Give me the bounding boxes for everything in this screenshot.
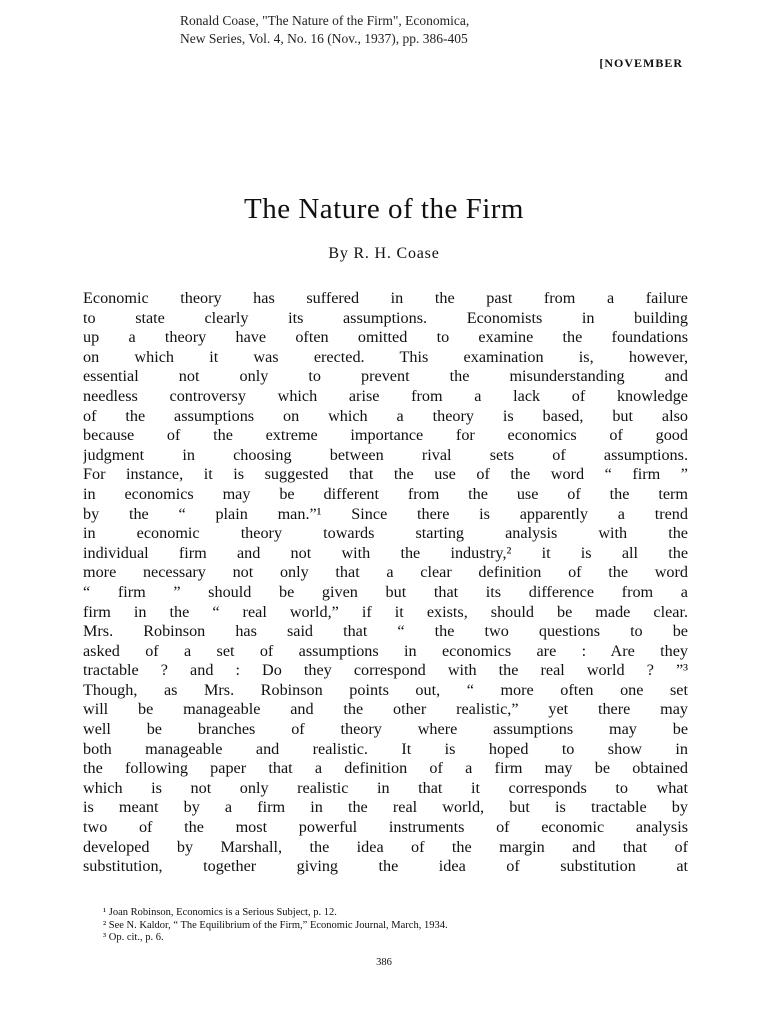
page-number: 386 [376, 957, 392, 968]
body-line: substitution, together giving the idea of substitution at [83, 857, 688, 876]
body-line: in economics may be different from the use of the term [83, 484, 688, 503]
body-line: on which it was erected. This examination is, however, [83, 347, 688, 366]
footnote-3: ³ Op. cit., p. 6. [103, 932, 164, 944]
body-line: Though, as Mrs. Robinson points out, “ more often one set [83, 680, 688, 699]
body-line: the following paper that a definition of a firm may be obtained [83, 759, 688, 778]
body-line: “ firm ” should be given but that its difference from a [83, 582, 688, 601]
footnote-2: ² See N. Kaldor, “ The Equilibrium of the Firm,” Economic Journal, March, 1934. [103, 919, 448, 931]
footnote-1: ¹ Joan Robinson, Economics is a Serious Subject, p. 12. [103, 907, 337, 918]
body-line: firm in the “ real world,” if it exists, should be made clear. [83, 602, 688, 621]
citation-line-1: Ronald Coase, "The Nature of the Firm", Economica, [180, 13, 470, 28]
body-line: more necessary not only that a clear definition of the word [83, 563, 688, 582]
citation-header [180, 12, 469, 48]
body-line: judgment in choosing between rival sets of assumptions. [83, 445, 688, 464]
body-line: two of the most powerful instruments of economic analysis [83, 818, 688, 837]
body-line: essential not only to prevent the misunderstanding and [83, 367, 688, 386]
body-line: well be branches of theory where assumptions may be [83, 720, 688, 739]
body-line: will be manageable and the other realistic,” yet there may [83, 700, 688, 719]
body-line: developed by Marshall, the idea of the margin and that of [83, 837, 688, 856]
body-line: in economic theory towards starting analysis with the [83, 524, 688, 543]
body-line: Economic theory has suffered in the past from a failure [83, 289, 688, 307]
body-line: of the assumptions on which a theory is based, but also [83, 406, 688, 425]
body-line: both manageable and realistic. It is hoped to show in [83, 739, 688, 758]
article-byline: By R. H. Coase [328, 245, 440, 262]
running-head: [NOVEMBER [599, 56, 683, 70]
citation-line-2: New Series, Vol. 4, No. 16 (Nov., 1937), pp. 386-405 [180, 31, 468, 46]
body-line: by the “ plain man.”¹ Since there is apparently a trend [83, 504, 688, 523]
body-line: asked of a set of assumptions in economics are : Are they [83, 641, 688, 660]
article-title: The Nature of the Firm [244, 193, 524, 225]
body-line: up a theory have often omitted to examine the foundations [83, 328, 688, 347]
body-line: to state clearly its assumptions. Economists in building [83, 308, 688, 327]
body-line: tractable ? and : Do they correspond with the real world ? ”³ [83, 661, 688, 680]
footnotes [103, 907, 703, 945]
article-body [83, 289, 688, 877]
body-line: individual firm and not with the industry,² it is all the [83, 543, 688, 562]
body-line: because of the extreme importance for economics of good [83, 426, 688, 445]
body-line: is meant by a firm in the real world, but is tractable by [83, 798, 688, 817]
body-line: needless controversy which arise from a lack of knowledge [83, 386, 688, 405]
body-line: which is not only realistic in that it corresponds to what [83, 778, 688, 797]
body-line: For instance, it is suggested that the use of the word “ firm ” [83, 465, 688, 484]
body-line: Mrs. Robinson has said that “ the two questions to be [83, 622, 688, 641]
